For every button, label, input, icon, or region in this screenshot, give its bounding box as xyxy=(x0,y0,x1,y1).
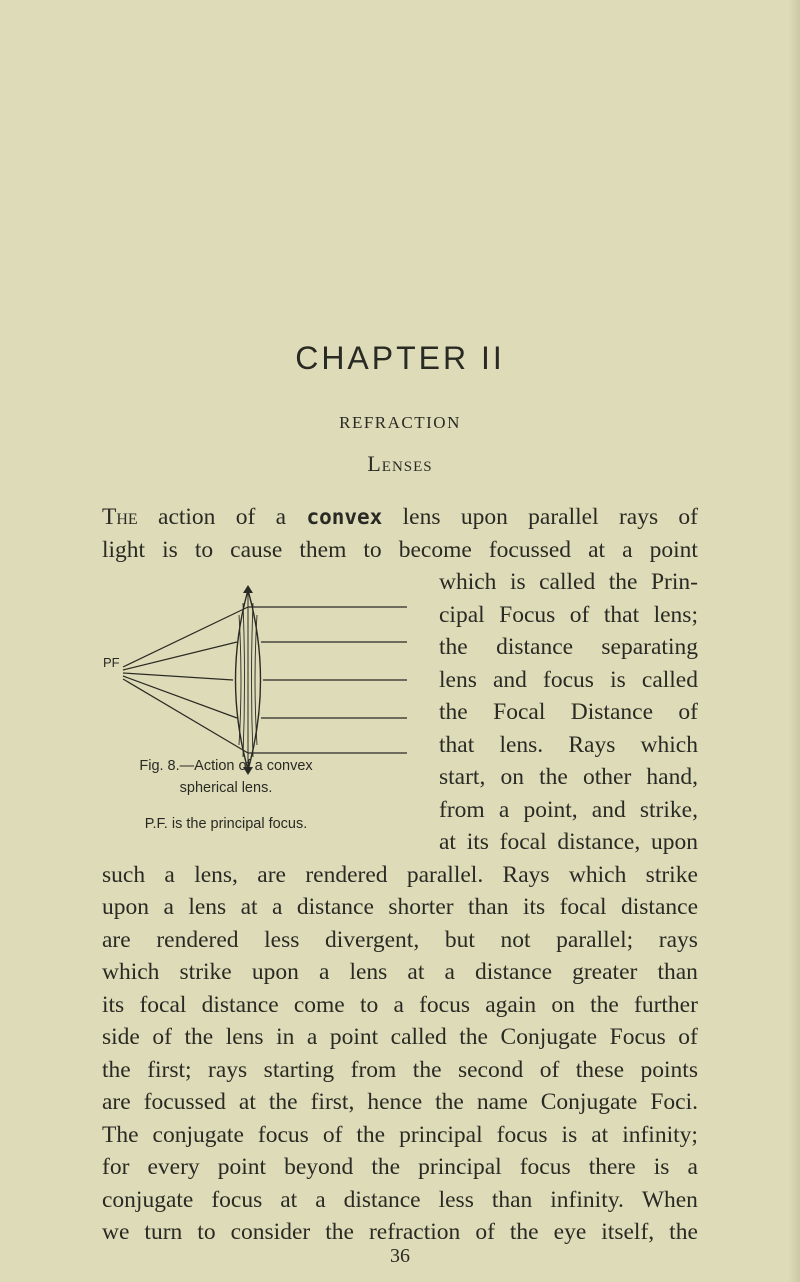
text-line: for every point beyond the principal focus there is a xyxy=(102,1154,698,1180)
convex-lens-figure xyxy=(103,585,435,775)
text-line: at its focal distance, upon xyxy=(439,829,698,855)
figure-caption-line2: spherical lens. xyxy=(179,780,273,796)
text-line: The conjugate focus of the principal focus is at infinity; xyxy=(102,1122,698,1148)
chapter-title: CHAPTER II xyxy=(295,340,505,376)
text-line: which strike upon a lens at a distance greater than xyxy=(102,959,698,985)
page-edge-shadow xyxy=(788,0,800,1282)
section-heading: REFRACTION xyxy=(339,413,461,432)
text-line: lens and focus is called xyxy=(439,667,698,693)
page-number: 36 xyxy=(390,1245,410,1267)
text-line: conjugate focus at a distance less than infinity. When xyxy=(102,1187,698,1213)
text-line: its focal distance come to a focus again on the further xyxy=(102,992,698,1018)
text-line: are focussed at the first, hence the name Conjugate Foci. xyxy=(102,1089,698,1115)
text-line: that lens. Rays which xyxy=(439,732,698,758)
text-line: cipal Focus of that lens; xyxy=(439,602,698,628)
text-line: we turn to consider the refraction of the eye itself, the xyxy=(102,1219,698,1245)
text-line: are rendered less divergent, but not parallel; rays xyxy=(102,927,698,953)
text-line: light is to cause them to become focussed at a point xyxy=(102,537,698,563)
principal-focus-label: PF xyxy=(103,655,120,670)
figure-note: P.F. is the principal focus. xyxy=(144,816,308,832)
figure-caption: Fig. 8.—Action of a convex xyxy=(139,758,313,774)
text-line: side of the lens in a point called the Conjugate Focus of xyxy=(102,1024,698,1050)
text-line: the first; rays starting from the second of these points xyxy=(102,1057,698,1083)
text-line: which is called the Prin- xyxy=(439,569,698,595)
text-line: such a lens, are rendered parallel. Rays which strike xyxy=(102,862,698,888)
subsection-heading: Lenses xyxy=(367,451,433,476)
text-line: upon a lens at a distance shorter than its focal distance xyxy=(102,894,698,920)
text-line: the distance separating xyxy=(439,634,698,660)
text-line: start, on the other hand, xyxy=(439,764,698,790)
text-line: The action of a convex lens upon parallel rays of xyxy=(102,504,698,530)
text-line: from a point, and strike, xyxy=(439,797,698,823)
text-line: the Focal Distance of xyxy=(439,699,698,725)
